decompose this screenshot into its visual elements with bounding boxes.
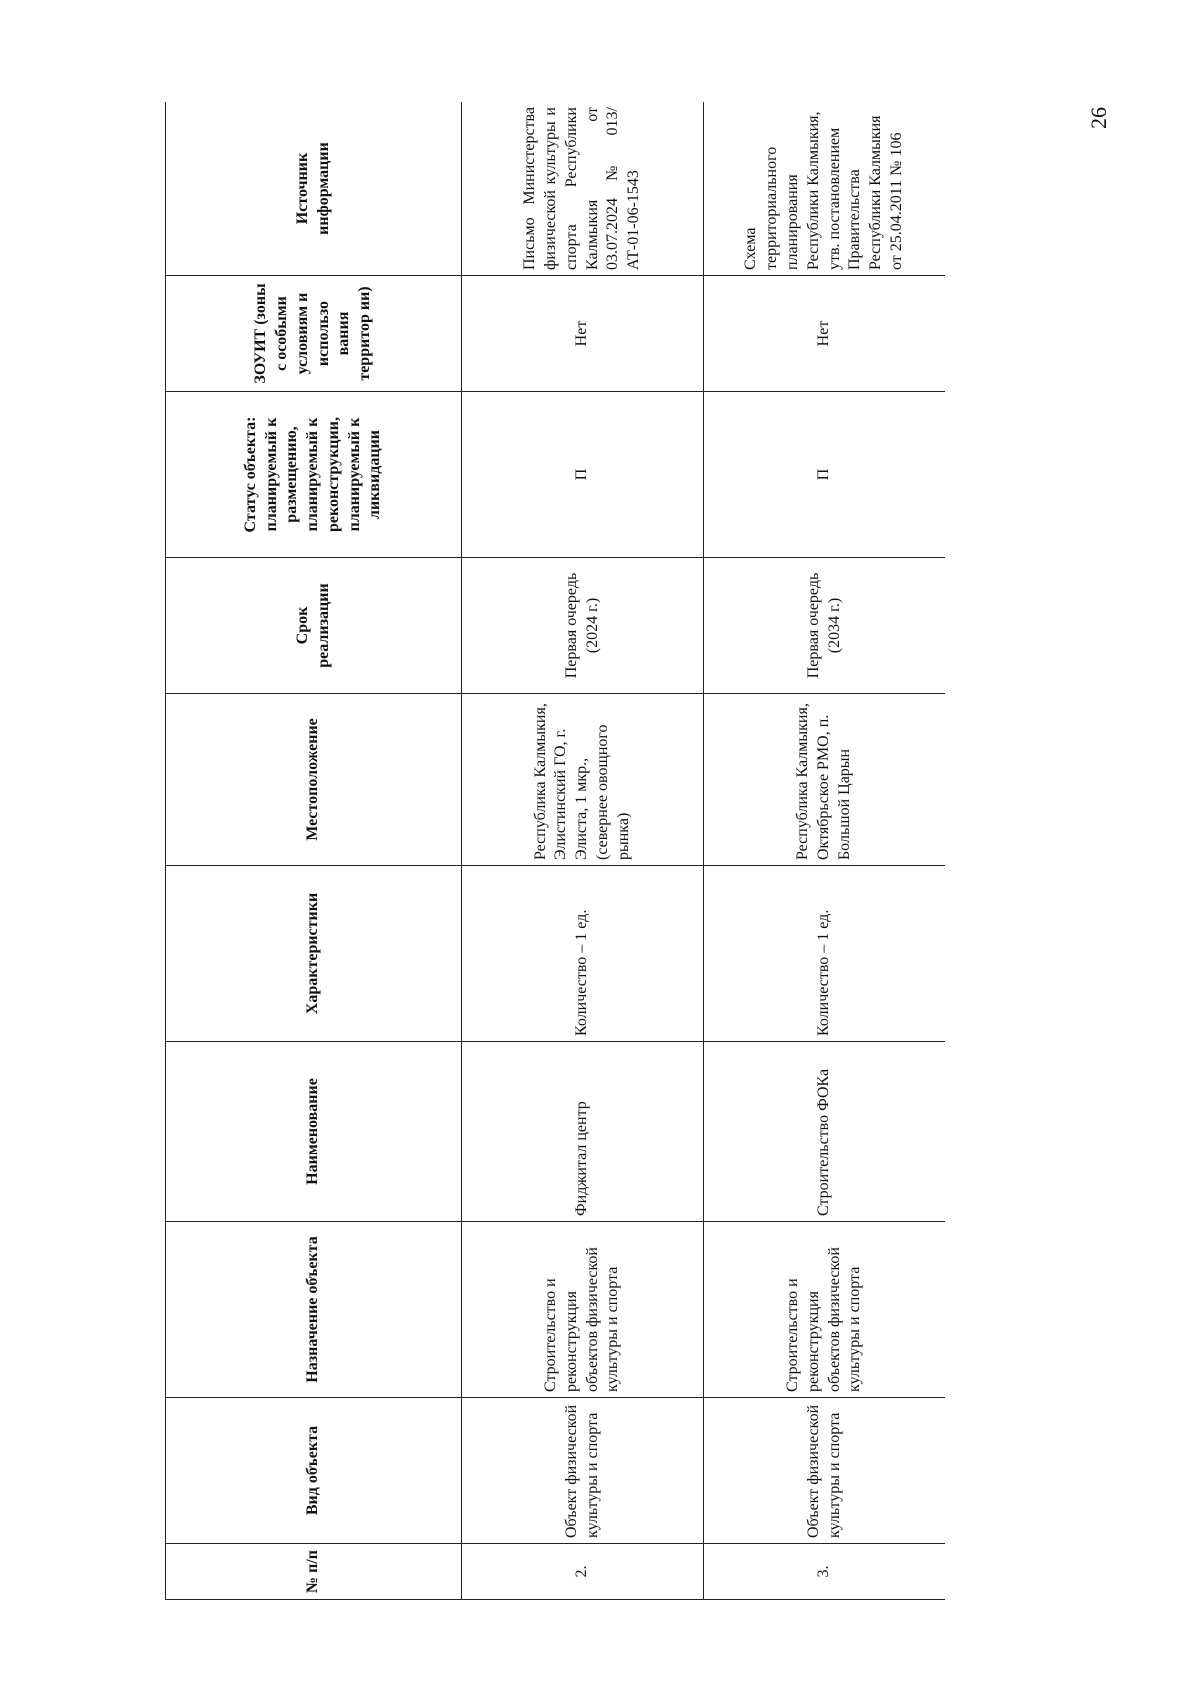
header-source: Источник информации <box>166 102 462 276</box>
cell-characteristics: Количество – 1 ед. <box>704 866 946 1042</box>
table-row <box>462 102 704 1600</box>
header-purpose: Назначение объекта <box>166 1222 462 1398</box>
document-table-container <box>165 102 945 1600</box>
table-row <box>704 102 946 1600</box>
header-zouit: ЗОУИТ (зоны с особыми условиям и использо вания территор ии) <box>166 276 462 392</box>
cell-type: Объект физической культуры и спорта <box>704 1398 946 1544</box>
page-number: 26 <box>1086 107 1111 129</box>
header-num: № п/п <box>166 1544 462 1600</box>
cell-status: П <box>704 392 946 558</box>
objects-table <box>165 102 945 1600</box>
header-term: Срок реализации <box>166 558 462 694</box>
header-status: Статус объекта: планируемый к размещению, планируемый к реконструкции, планируемый к ликвидации <box>166 392 462 558</box>
header-location: Местоположение <box>166 694 462 866</box>
cell-characteristics: Количество – 1 ед. <box>462 866 704 1042</box>
cell-location: Республика Калмыкия, Элистинский ГО, г. Элиста, 1 мкр., (севернее овощного рынка) <box>462 694 704 866</box>
cell-source: Схема территориального планирования Республики Калмыкия, утв. постановлением Правительства Республики Калмыкия от 25.04.2011 № 106 <box>704 102 946 276</box>
cell-zouit: Нет <box>704 276 946 392</box>
header-type: Вид объекта <box>166 1398 462 1544</box>
header-name: Наименование <box>166 1042 462 1222</box>
cell-type: Объект физической культуры и спорта <box>462 1398 704 1544</box>
cell-source: Письмо Министерства физической культуры и спорта Республики Калмыкия от 03.07.2024 № 013/АТ-01-06-1543 <box>462 102 704 276</box>
cell-term: Первая очередь (2024 г.) <box>462 558 704 694</box>
cell-name: Строительство ФОКа <box>704 1042 946 1222</box>
cell-purpose: Строительство и реконструкция объектов физической культуры и спорта <box>704 1222 946 1398</box>
cell-location: Республика Калмыкия, Октябрьское РМО, п. Большой Царын <box>704 694 946 866</box>
cell-purpose: Строительство и реконструкция объектов физической культуры и спорта <box>462 1222 704 1398</box>
cell-status: П <box>462 392 704 558</box>
header-row <box>166 102 462 1600</box>
cell-num: 3. <box>704 1544 946 1600</box>
cell-zouit: Нет <box>462 276 704 392</box>
cell-num: 2. <box>462 1544 704 1600</box>
cell-name: Фиджитал центр <box>462 1042 704 1222</box>
header-characteristics: Характеристики <box>166 866 462 1042</box>
cell-term: Первая очередь (2034 г.) <box>704 558 946 694</box>
